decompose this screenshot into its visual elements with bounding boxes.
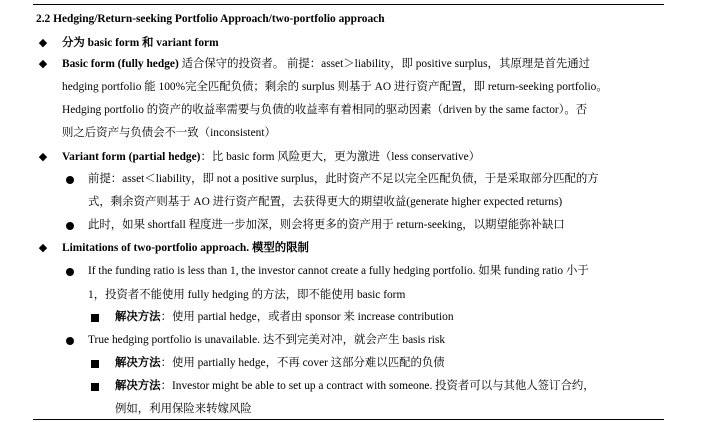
solution-2-line (115, 356, 445, 370)
diamond-bullet-icon: ◆ (38, 242, 48, 254)
square-bullet-icon (91, 360, 99, 368)
variant-bullet-2: 此时，如果 shortfall 程度进一步加深，则会将更多的资产用于 return-seeking，以期望能弥补缺口 (88, 219, 565, 231)
circle-bullet-icon (66, 222, 74, 230)
solution-3-text: ：Investor might be able to set up a contract with someone. 投资者可以与其他人签订合约， (160, 380, 595, 392)
basic-form-line-3: Hedging portfolio 的资产的收益率需要与负债的收益率有着相同的驱动因素（driven by the same factor）。否 (62, 104, 588, 116)
square-bullet-icon (91, 314, 99, 322)
solution-2-text: ：使用 partially hedge，不再 cover 这部分难以匹配的负债 (160, 357, 445, 369)
basic-form-label: Basic form (fully hedge) (62, 58, 179, 70)
solution-2-label: 解决方法 (115, 357, 161, 369)
solution-1-line (115, 310, 454, 324)
top-rule (33, 4, 664, 5)
variant-bullet-1-line-1: 前提：asset＜liability，即 not a positive surplus，此时资产不足以完全匹配负债，于是采取部分匹配的方 (88, 173, 599, 185)
diamond-bullet-icon: ◆ (38, 151, 48, 163)
limitations-line (62, 241, 309, 255)
bottom-rule (33, 419, 664, 420)
diamond-bullet-icon: ◆ (38, 37, 48, 49)
basic-form-text-1: 适合保守的投资者。 前提：asset＞liability，即 positive surplus，其原理是首先通过 (178, 58, 591, 70)
solution-3-line-1 (115, 379, 595, 393)
limitations-bullet-1-line-2: 1，投资者不能使用 fully hedging 的方法，即不能使用 basic form (88, 289, 406, 301)
limitations-bullet-2: True hedging portfolio is unavailable. 达不到完美对冲，就会产生 basis risk (88, 334, 446, 346)
solution-1-text: ：使用 partial hedge，或者由 sponsor 来 increase contribution (160, 311, 454, 323)
diamond-bullet-icon: ◆ (38, 58, 48, 70)
limitations-label-cn: 模型的限制 (249, 242, 309, 254)
section-heading: 2.2 Hedging/Return-seeking Portfolio Approach/two-portfolio approach (36, 13, 385, 25)
square-bullet-icon (91, 383, 99, 391)
solution-1-label: 解决方法 (115, 311, 161, 323)
solution-3-line-2: 例如，利用保险来转嫁风险 (115, 403, 252, 415)
circle-bullet-icon (66, 176, 74, 184)
variant-bullet-1-line-2: 式，剩余资产则基于 AO 进行资产配置，去获得更大的期望收益(generate higher expected returns) (88, 196, 563, 208)
variant-form-text: ：比 basic form 风险更大，更为激进（less conservative） (200, 151, 481, 163)
variant-form-label: Variant form (partial hedge) (62, 151, 201, 163)
limitations-bullet-1-line-1: If the funding ratio is less than 1, the investor cannot create a fully hedging portfolio. 如果 funding ratio 小于 (88, 265, 589, 277)
basic-form-line-2: hedging portfolio 能 100%完全匹配负债；剩余的 surplus 则基于 AO 进行资产配置，即 return-seeking portfolio。 (62, 81, 608, 93)
solution-3-label: 解决方法 (115, 380, 161, 392)
split-forms-item: 分为 basic form 和 variant form (62, 37, 219, 49)
limitations-label: Limitations of two-portfolio approach. (62, 242, 250, 254)
circle-bullet-icon (66, 268, 74, 276)
basic-form-line-1 (62, 57, 590, 71)
circle-bullet-icon (66, 337, 74, 345)
variant-form-line (62, 150, 480, 164)
basic-form-line-4: 则之后资产与负债会不一致（inconsistent） (62, 127, 276, 139)
